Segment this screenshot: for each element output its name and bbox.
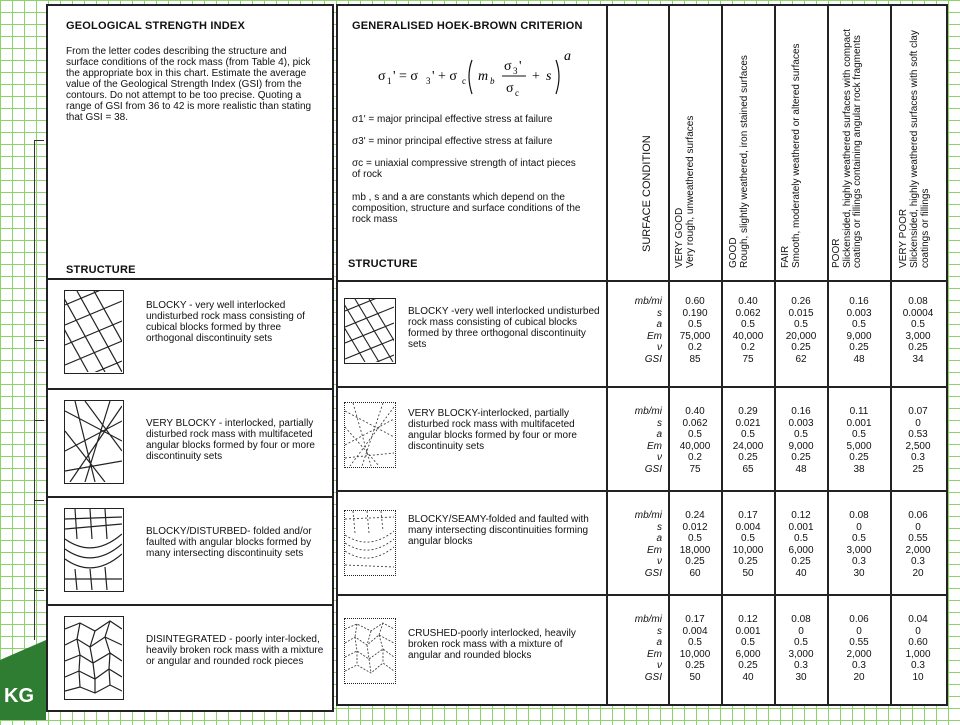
value-gsi: 40 [795, 567, 807, 579]
value-em: 3,000 [905, 330, 931, 342]
value-nu: 0.3 [911, 452, 925, 463]
sym-s: s [657, 307, 662, 319]
value-a: 0.5 [688, 637, 702, 648]
kg-logo-text: KG [4, 685, 34, 707]
value-em: 40,000 [732, 330, 764, 342]
value-em: 3,000 [846, 544, 872, 556]
row-blocky-seamy-very-good [673, 510, 717, 579]
svg-text:s: s [546, 69, 552, 84]
col-very-poor-head: VERY POOR [898, 208, 909, 268]
left-title: GEOLOGICAL STRENGTH INDEX [66, 20, 245, 32]
row-very-blocky-very-poor [896, 406, 940, 475]
bracket-tick [34, 140, 44, 141]
col-good-sub: Rough, slightly weathered, iron stained surfaces [739, 55, 750, 268]
svg-text:σ: σ [378, 69, 386, 84]
svg-text:3: 3 [513, 66, 518, 76]
value-gsi: 48 [853, 353, 865, 365]
value-s: 0.003 [788, 417, 814, 429]
row-very-blocky-symbols [628, 406, 662, 475]
very-blocky-structure-icon [64, 400, 124, 484]
svg-text:b: b [490, 76, 495, 86]
value-a: 0.5 [794, 637, 808, 648]
value-mb-mi: 0.08 [908, 296, 928, 307]
value-nu: 0.25 [791, 342, 811, 353]
value-a: 0.55 [908, 533, 928, 544]
value-nu: 0.25 [908, 342, 928, 353]
value-nu: 0.3 [852, 660, 866, 671]
col-good-head: GOOD [728, 237, 739, 268]
left-intro: From the letter codes describing the structure and surface conditions of the rock mass (from Table 4), pick the appropriate box in this chart. Estimate the average value of the Geological Strength Index (GSI) from the contours. Do not attempt to be too precise. Quoting a range of GSI from 36 to 42 is more realistic than stating that GSI = 38. [66, 46, 312, 123]
sym-a: a [656, 637, 662, 648]
value-gsi: 50 [742, 567, 754, 579]
value-em: 24,000 [732, 440, 764, 452]
value-gsi: 65 [742, 463, 754, 475]
svg-text:c: c [462, 76, 466, 86]
row-crushed-fair [779, 614, 823, 683]
value-a: 0.53 [908, 429, 928, 440]
sym-a: a [656, 429, 662, 440]
sym-em: Em [647, 440, 662, 452]
value-mb-mi: 0.17 [685, 614, 705, 625]
very-blocky-row-icon [344, 402, 396, 468]
value-em: 10,000 [679, 648, 711, 660]
value-em: 3,000 [788, 648, 814, 660]
svg-text:1: 1 [387, 76, 392, 86]
svg-text:+: + [532, 69, 540, 84]
value-s: 0.001 [788, 521, 814, 533]
sym-mb-mi: mb/mi [634, 510, 662, 521]
value-mb-mi: 0.06 [849, 614, 869, 625]
value-mb-mi: 0.12 [791, 510, 811, 521]
col-good-header [728, 38, 750, 268]
row-blocky-seamy-fair [779, 510, 823, 579]
value-gsi: 40 [742, 671, 754, 683]
svg-text:': ' [519, 59, 522, 74]
blocky-disturbed-structure-icon [64, 508, 124, 592]
value-a: 0.5 [741, 319, 755, 330]
value-gsi: 50 [689, 671, 701, 683]
sym-mb-mi: mb/mi [634, 406, 662, 417]
col-very-good-header [674, 38, 696, 268]
value-em: 75,000 [679, 330, 711, 342]
value-em: 2,000 [846, 648, 872, 660]
right-title: GENERALISED HOEK-BROWN CRITERION [352, 20, 583, 32]
col-very-good-head: VERY GOOD [674, 207, 685, 268]
left-row-disintegrated-text: DISINTEGRATED - poorly inter-locked, heavily broken rock mass with a mixture or angular and rounded rock pieces [146, 634, 324, 667]
row-crushed-good [726, 614, 770, 683]
value-gsi: 75 [742, 353, 754, 365]
svg-text:3: 3 [426, 76, 431, 86]
value-a: 0.5 [911, 319, 925, 330]
row-crushed-very-good [673, 614, 717, 683]
row-crushed-text: CRUSHED-poorly interlocked, heavily broken rock mass with a mixture of angular and rounded blocks [408, 628, 576, 661]
value-nu: 0.25 [849, 342, 869, 353]
value-gsi: 30 [853, 567, 865, 579]
value-nu: 0.25 [791, 452, 811, 463]
value-s: 0 [798, 625, 804, 637]
value-em: 6,000 [788, 544, 814, 556]
col-fair-sub: Smooth, moderately weathered or altered surfaces [791, 43, 802, 268]
bracket-tick [34, 590, 44, 591]
value-s: 0 [915, 625, 921, 637]
value-nu: 0.3 [852, 556, 866, 567]
col-very-poor-header [898, 28, 931, 268]
def-sigma1: σ1' = major principal effective stress at failure [352, 114, 553, 125]
col-very-poor-sub: Slickensided, highly weathered surfaces with soft clay coatings or fillings [909, 30, 931, 268]
value-nu: 0.2 [688, 342, 702, 353]
sym-s: s [657, 417, 662, 429]
crushed-row-icon [344, 618, 396, 684]
col-poor-head: POOR [831, 238, 842, 268]
svg-text:' = σ: ' = σ [393, 69, 418, 84]
value-gsi: 60 [689, 567, 701, 579]
value-gsi: 62 [795, 353, 807, 365]
svg-text:a: a [564, 49, 571, 64]
sym-nu: ν [657, 342, 662, 353]
value-mb-mi: 0.06 [908, 510, 928, 521]
value-s: 0.001 [735, 625, 761, 637]
value-a: 0.5 [688, 429, 702, 440]
svg-text:σ: σ [504, 59, 512, 74]
value-a: 0.5 [794, 429, 808, 440]
sym-mb-mi: mb/mi [634, 614, 662, 625]
sym-nu: ν [657, 452, 662, 463]
value-nu: 0.25 [685, 660, 705, 671]
value-gsi: 34 [912, 353, 924, 365]
value-gsi: 48 [795, 463, 807, 475]
svg-text:c: c [515, 88, 519, 98]
row-very-blocky-fair [779, 406, 823, 475]
value-mb-mi: 0.08 [849, 510, 869, 521]
value-a: 0.55 [849, 637, 869, 648]
value-s: 0.015 [788, 307, 814, 319]
value-mb-mi: 0.60 [685, 296, 705, 307]
sym-em: Em [647, 544, 662, 556]
row-blocky-fair [779, 296, 823, 365]
blocky-seamy-row-icon [344, 510, 396, 576]
value-a: 0.5 [688, 533, 702, 544]
value-gsi: 30 [795, 671, 807, 683]
hoek-brown-formula [378, 46, 608, 102]
right-structure-label: STRUCTURE [348, 258, 418, 270]
row-crushed-poor [837, 614, 881, 683]
sym-em: Em [647, 648, 662, 660]
row-blocky-seamy-very-poor [896, 510, 940, 579]
value-gsi: 75 [689, 463, 701, 475]
value-em: 5,000 [846, 440, 872, 452]
value-nu: 0.3 [794, 660, 808, 671]
value-a: 0.5 [852, 533, 866, 544]
row-blocky-poor [837, 296, 881, 365]
value-a: 0.5 [688, 319, 702, 330]
value-gsi: 38 [853, 463, 865, 475]
value-s: 0.004 [682, 625, 708, 637]
left-row-blocky-text: BLOCKY - very well interlocked undisturbed rock mass consisting of cubical blocks formed by three orthogonal discontinuity sets [146, 300, 305, 344]
value-em: 9,000 [846, 330, 872, 342]
value-gsi: 25 [912, 463, 924, 475]
value-s: 0.062 [682, 417, 708, 429]
value-mb-mi: 0.12 [738, 614, 758, 625]
value-mb-mi: 0.07 [908, 406, 928, 417]
value-mb-mi: 0.24 [685, 510, 705, 521]
value-em: 1,000 [905, 648, 931, 660]
value-nu: 0.3 [911, 660, 925, 671]
row-blocky-seamy-poor [837, 510, 881, 579]
value-s: 0.001 [846, 417, 872, 429]
row-very-blocky-good [726, 406, 770, 475]
value-gsi: 20 [912, 567, 924, 579]
value-nu: 0.3 [911, 556, 925, 567]
left-bracket [34, 140, 35, 640]
value-nu: 0.25 [738, 556, 758, 567]
value-s: 0.004 [735, 521, 761, 533]
value-s: 0.003 [846, 307, 872, 319]
sym-gsi: GSI [644, 463, 662, 475]
row-blocky-seamy-symbols [628, 510, 662, 579]
row-blocky-very-good [673, 296, 717, 365]
value-nu: 0.25 [849, 452, 869, 463]
value-mb-mi: 0.08 [791, 614, 811, 625]
value-nu: 0.25 [791, 556, 811, 567]
gsi-left-panel [46, 4, 334, 712]
value-em: 2,500 [905, 440, 931, 452]
sym-nu: ν [657, 556, 662, 567]
row-very-blocky-poor [837, 406, 881, 475]
value-s: 0 [915, 417, 921, 429]
row-blocky-good [726, 296, 770, 365]
row-blocky-seamy-good [726, 510, 770, 579]
bracket-tick [34, 500, 44, 501]
value-em: 2,000 [905, 544, 931, 556]
sym-mb-mi: mb/mi [634, 296, 662, 307]
col-poor-sub: Slickensided, highly weathered surfaces with compact coatings or fillings containing angular rock fragments [841, 28, 863, 268]
value-nu: 0.25 [685, 556, 705, 567]
sym-gsi: GSI [644, 567, 662, 579]
value-mb-mi: 0.40 [738, 296, 758, 307]
sym-a: a [656, 533, 662, 544]
value-a: 0.5 [852, 429, 866, 440]
row-crushed-very-poor [896, 614, 940, 683]
sym-s: s [657, 625, 662, 637]
def-constants: mb , s and a are constants which depend on the composition, structure and surface conditions of the rock mass [352, 192, 581, 225]
value-nu: 0.25 [738, 452, 758, 463]
sym-gsi: GSI [644, 671, 662, 683]
svg-text:σ: σ [506, 81, 514, 96]
col-very-good-sub: Very rough, unweathered surfaces [685, 115, 696, 268]
value-s: 0 [915, 521, 921, 533]
value-gsi: 85 [689, 353, 701, 365]
row-very-blocky-text: VERY BLOCKY-interlocked, partially disturbed rock mass with multifaceted angular blocks formed by four or more discontinuity sets [408, 408, 577, 452]
svg-text:m: m [478, 69, 489, 84]
row-crushed-symbols [628, 614, 662, 683]
value-a: 0.5 [794, 533, 808, 544]
row-blocky-very-poor [896, 296, 940, 365]
value-mb-mi: 0.16 [791, 406, 811, 417]
hoek-brown-right-panel [336, 4, 948, 706]
value-em: 10,000 [732, 544, 764, 556]
col-fair-head: FAIR [780, 245, 791, 268]
value-nu: 0.2 [741, 342, 755, 353]
row-blocky-seamy-text: BLOCKY/SEAMY-folded and faulted with many intersecting discontinuities forming angular blocks [408, 514, 589, 547]
value-nu: 0.25 [738, 660, 758, 671]
col-poor-header [832, 28, 864, 268]
def-sigma3: σ3' = minor principal effective stress at failure [352, 136, 553, 147]
value-s: 0.190 [682, 307, 708, 319]
blocky-row-icon [344, 298, 396, 364]
surface-condition-label: SURFACE CONDITION [641, 135, 653, 252]
sym-em: Em [647, 330, 662, 342]
bracket-tick [34, 340, 44, 341]
col-fair-header [780, 38, 802, 268]
value-mb-mi: 0.17 [738, 510, 758, 521]
value-mb-mi: 0.11 [849, 406, 869, 417]
value-s: 0.0004 [902, 307, 934, 319]
value-a: 0.5 [741, 429, 755, 440]
value-s: 0.012 [682, 521, 708, 533]
sym-nu: ν [657, 660, 662, 671]
row-blocky-text: BLOCKY -very well interlocked undisturbed rock mass consisting of cubical blocks formed by three orthogonal discontinuity sets [408, 306, 600, 350]
sym-gsi: GSI [644, 353, 662, 365]
value-s: 0 [856, 625, 862, 637]
value-gsi: 10 [912, 671, 924, 683]
value-em: 9,000 [788, 440, 814, 452]
value-nu: 0.2 [688, 452, 702, 463]
value-mb-mi: 0.26 [791, 296, 811, 307]
value-mb-mi: 0.29 [738, 406, 758, 417]
left-structure-label: STRUCTURE [66, 264, 136, 276]
bracket-tick [34, 420, 44, 421]
disintegrated-structure-icon [64, 616, 124, 700]
kg-logo [0, 640, 46, 720]
value-a: 0.5 [741, 533, 755, 544]
def-sigmac: σc = uniaxial compressive strength of intact pieces of rock [352, 158, 576, 180]
value-mb-mi: 0.16 [849, 296, 869, 307]
value-em: 40,000 [679, 440, 711, 452]
svg-text:' + σ: ' + σ [432, 69, 457, 84]
value-a: 0.5 [741, 637, 755, 648]
value-a: 0.5 [852, 319, 866, 330]
blocky-structure-icon [64, 290, 124, 374]
value-a: 0.60 [908, 637, 928, 648]
value-em: 18,000 [679, 544, 711, 556]
value-a: 0.5 [794, 319, 808, 330]
value-s: 0.021 [735, 417, 761, 429]
value-s: 0.062 [735, 307, 761, 319]
sym-s: s [657, 521, 662, 533]
value-em: 20,000 [785, 330, 817, 342]
left-row-blocky-disturbed-text: BLOCKY/DISTURBED- folded and/or faulted with angular blocks formed by many intersecting discontinuity sets [146, 526, 312, 559]
value-em: 6,000 [735, 648, 761, 660]
left-row-very-blocky-text: VERY BLOCKY - interlocked, partially disturbed rock mass with multifaceted angular blocks formed by four or more discontinuity sets [146, 418, 315, 462]
value-mb-mi: 0.04 [908, 614, 928, 625]
row-very-blocky-very-good [673, 406, 717, 475]
value-gsi: 20 [853, 671, 865, 683]
value-s: 0 [856, 521, 862, 533]
value-mb-mi: 0.40 [685, 406, 705, 417]
sym-a: a [656, 319, 662, 330]
row-blocky-symbols [628, 296, 662, 365]
